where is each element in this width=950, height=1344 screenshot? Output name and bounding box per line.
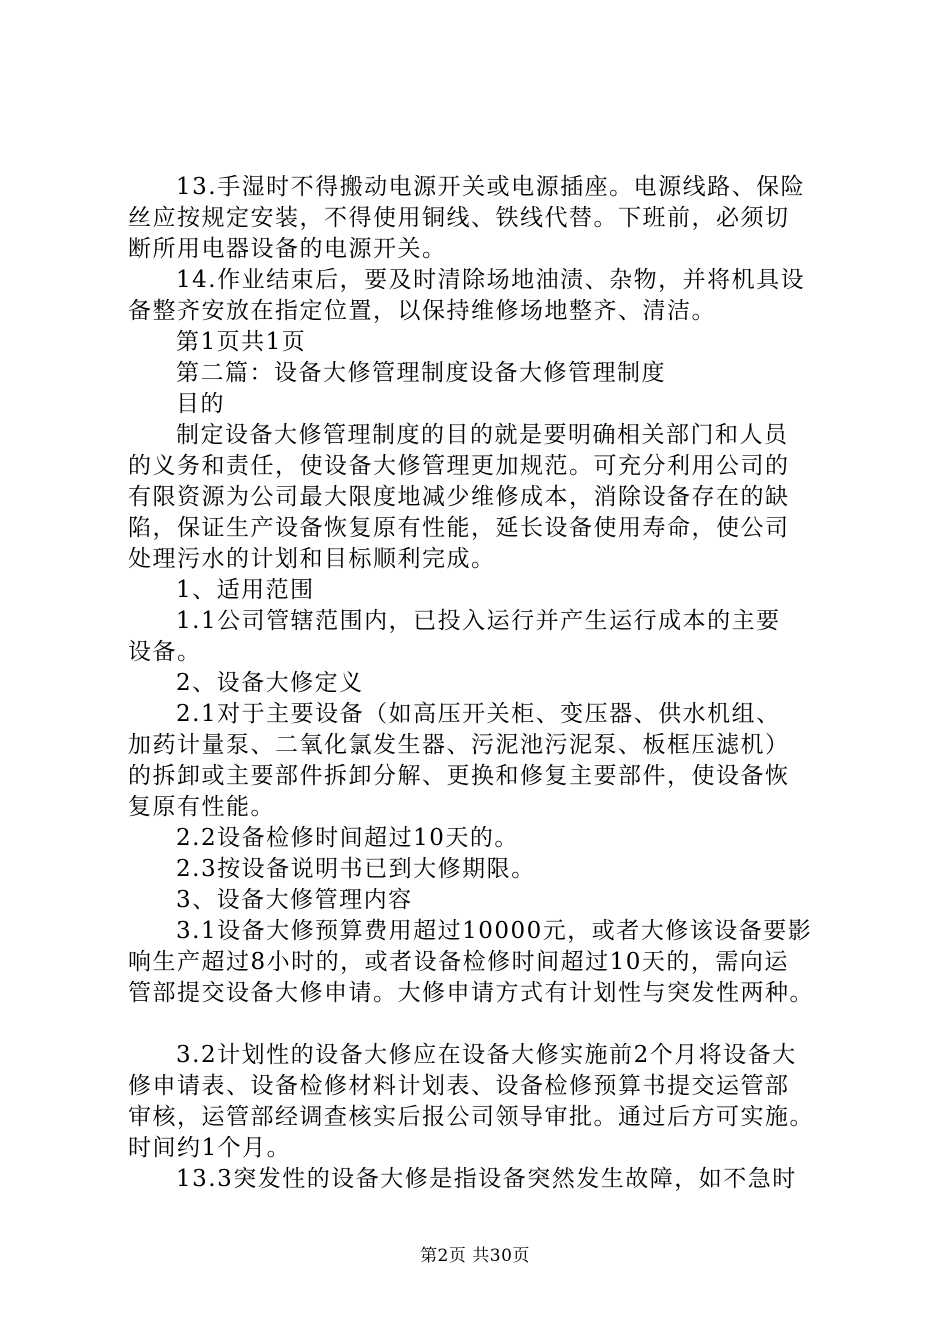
text-line: 管部提交设备大修申请。大修申请方式有计划性与突发性两种。 (128, 980, 814, 1006)
text-line: 2.2设备检修时间超过10天的。 (176, 825, 519, 851)
text-line: 处理污水的计划和目标顺利完成。 (128, 546, 496, 572)
text-line: 复原有性能。 (128, 794, 275, 820)
text-line: 2、设备大修定义 (176, 670, 364, 696)
text-line: 设备。 (128, 639, 202, 665)
text-line: 第1页共1页 (176, 329, 307, 355)
text-line: 14.作业结束后，要及时清除场地油渍、杂物，并将机具设 (176, 267, 806, 293)
text-line: 断所用电器设备的电源开关。 (128, 236, 447, 262)
text-line: 1.1公司管辖范围内，已投入运行并产生运行成本的主要 (176, 608, 781, 634)
text-line: 1、适用范围 (176, 577, 315, 603)
text-line: 3、设备大修管理内容 (176, 887, 413, 913)
text-line: 的拆卸或主要部件拆卸分解、更换和修复主要部件，使设备恢 (128, 763, 790, 789)
text-line: 2.1对于主要设备（如高压开关柜、变压器、供水机组、 (176, 701, 781, 727)
text-line: 加药计量泵、二氧化氯发生器、污泥池污泥泵、板框压滤机） (128, 732, 790, 758)
text-line: 目的 (176, 391, 225, 417)
text-line: 备整齐安放在指定位置，以保持维修场地整齐、清洁。 (128, 298, 716, 324)
text-line: 第二篇：设备大修管理制度设备大修管理制度 (176, 360, 666, 386)
text-line: 陷，保证生产设备恢复原有性能，延长设备使用寿命，使公司 (128, 515, 790, 541)
text-line: 时间约1个月。 (128, 1135, 292, 1161)
text-line: 有限资源为公司最大限度地减少维修成本，消除设备存在的缺 (128, 484, 790, 510)
text-line: 13.3突发性的设备大修是指设备突然发生故障，如不急时 (176, 1166, 797, 1192)
text-line: 13.手湿时不得搬动电源开关或电源插座。电源线路、保险 (176, 174, 806, 200)
text-line: 审核，运管部经调查核实后报公司领导审批。通过后方可实施。 (128, 1104, 814, 1130)
text-line: 修申请表、设备检修材料计划表、设备检修预算书提交运管部 (128, 1073, 790, 1099)
text-line: 的义务和责任，使设备大修管理更加规范。可充分利用公司的 (128, 453, 790, 479)
text-line: 3.1设备大修预算费用超过10000元，或者大修该设备要影 (176, 918, 813, 944)
page-footer: 第2页 共30页 (420, 1246, 530, 1266)
text-line: 响生产超过8小时的，或者设备检修时间超过10天的，需向运 (128, 949, 789, 975)
text-line: 3.2计划性的设备大修应在设备大修实施前2个月将设备大 (176, 1042, 797, 1068)
text-line: 制定设备大修管理制度的目的就是要明确相关部门和人员 (176, 422, 789, 448)
document-body (128, 172, 840, 1195)
blank-line (128, 1009, 840, 1040)
text-line: 2.3按设备说明书已到大修期限。 (176, 856, 536, 882)
text-line: 丝应按规定安装，不得使用铜线、铁线代替。下班前，必须切 (128, 205, 790, 231)
